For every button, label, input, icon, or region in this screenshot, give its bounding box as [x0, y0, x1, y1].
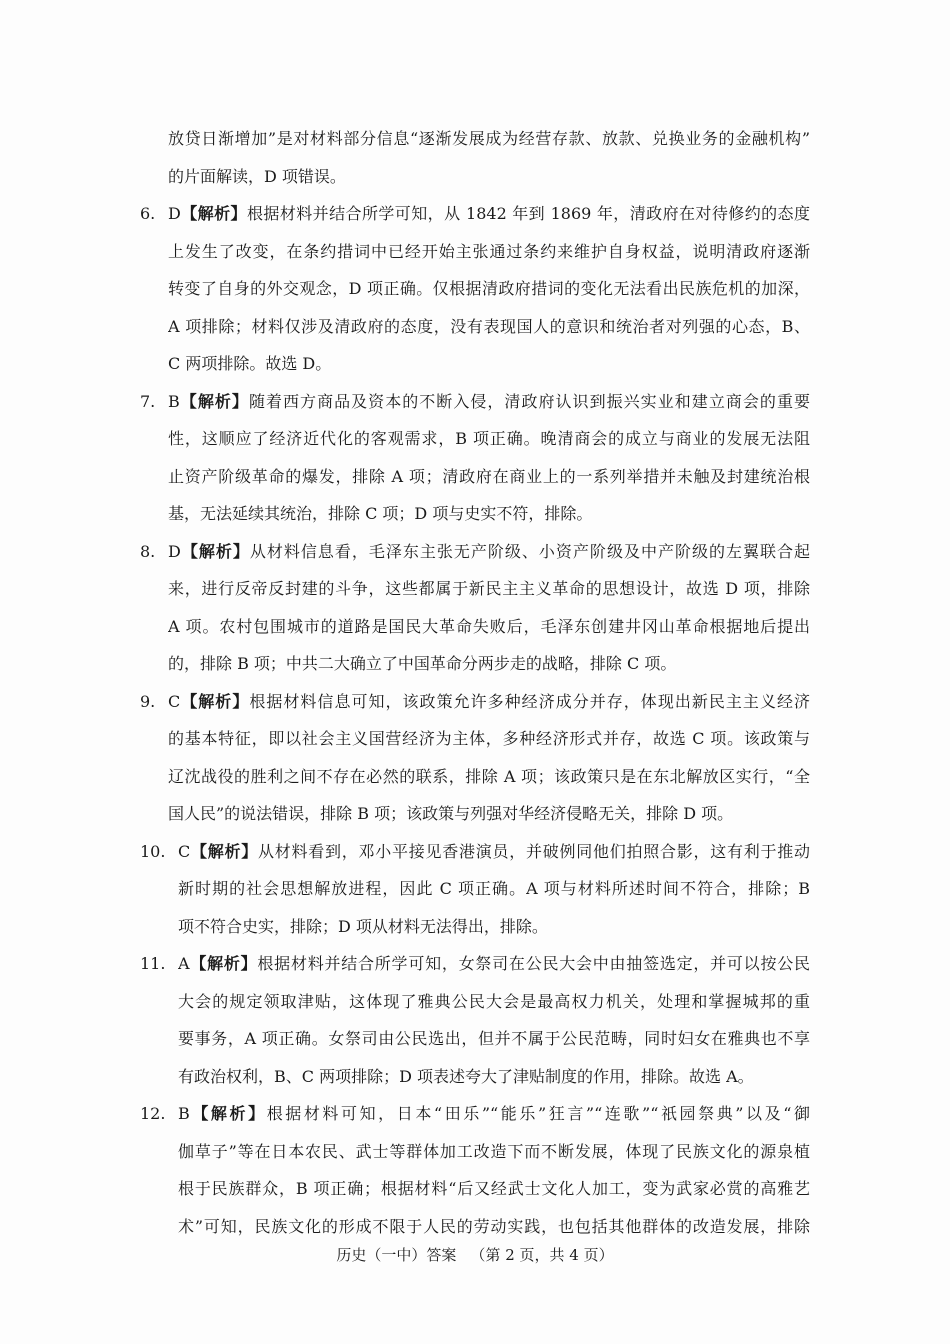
text-first: 从材料信息看，毛泽东主张无产阶级、小资产阶级及中产阶级的左翼联合起: [249, 541, 810, 561]
text-line: 转变了自身的外交观念，D 项正确。仅根据清政府措词的变化无法看出民族危机的加深，: [168, 279, 810, 298]
intro-continuation: [168, 120, 810, 195]
item-number: 12.: [140, 1104, 166, 1123]
answer-item-6: [140, 195, 810, 383]
text-line: A 项排除；材料仅涉及清政府的态度，没有表现国人的意识和统治者对列强的心态，B、: [168, 316, 810, 336]
text-line: 有政治权利，B、C 两项排除；D 项表述夸大了津贴制度的作用，排除。故选 A。: [178, 1066, 754, 1086]
item-number: 7.: [140, 391, 156, 411]
text-line: 根于民族群众，B 项正确；根据材料“后又经武士文化人加工，变为武家必赏的高雅艺: [178, 1179, 810, 1198]
text-first: 根据材料可知，日本“田乐”“能乐”狂言”“连歌”“祇园祭典”以及“御: [266, 1104, 810, 1123]
answer-item-12: [140, 1095, 810, 1245]
text-line: 的基本特征，即以社会主义国营经济为主体，多种经济形式并存，故选 C 项。该政策与: [168, 729, 810, 748]
text-line: 新时期的社会思想解放进程，因此 C 项正确。A 项与材料所述时间不符合，排除；B: [178, 879, 810, 898]
text-line: [178, 1095, 810, 1133]
text-line: [178, 833, 810, 871]
answer-item-9: [140, 683, 810, 833]
answer-item-10: [140, 833, 810, 946]
analysis-tag: 【解析】: [180, 204, 247, 223]
text-line: 的片面解读，D 项错误。: [168, 166, 346, 186]
text-line: [168, 533, 810, 571]
text-line: [178, 945, 810, 983]
text-line: [168, 683, 810, 721]
text-line: 伽草子”等在日本农民、武士等群体加工改造下而不断发展，体现了民族文化的源泉植: [178, 1141, 810, 1161]
answer-letter: D: [168, 204, 181, 223]
text-line: 辽沈战役的胜利之间不存在必然的联系，排除 A 项；该政策只是在东北解放区实行，“全: [168, 766, 810, 786]
text-first: 随着西方商品及资本的不断入侵，清政府认识到振兴实业和建立商会的重要: [248, 391, 810, 411]
answer-item-8: [140, 533, 810, 683]
item-number: 6.: [140, 204, 156, 223]
answer-item-7: [140, 383, 810, 533]
footer-page-number: （第 2 页，共 4 页）: [470, 1246, 614, 1264]
text-first: 根据材料信息可知，该政策允许多种经济成分并存，体现出新民主主义经济: [249, 691, 810, 711]
text-line: 止资产阶级革命的爆发，排除 A 项；清政府在商业上的一系列举措并未触及封建统治根: [168, 466, 810, 486]
text-line: 放贷日渐增加”是对材料部分信息“逐渐发展成为经营存款、放款、兑换业务的金融机构”: [168, 129, 810, 148]
text-line: 来，进行反帝反封建的斗争，这些都属于新民主主义革命的思想设计，故选 D 项，排除: [168, 579, 810, 598]
text-line: [168, 195, 810, 233]
text-line: 大会的规定领取津贴，这体现了雅典公民大会是最高权力机关，处理和掌握城邦的重: [178, 991, 810, 1011]
text-first: 根据材料并结合所学可知，女祭司在公民大会中由抽签选定，并可以按公民: [257, 954, 810, 973]
analysis-tag: 【解析】: [180, 541, 250, 561]
text-line: 性，这顺应了经济近代化的客观需求，B 项正确。晚清商会的成立与商业的发展无法阻: [168, 429, 810, 448]
footer-subject: 历史（一中）答案: [336, 1246, 457, 1264]
item-number: 10.: [140, 841, 166, 861]
text-line: 上发生了改变，在条约措词中已经开始主张通过条约来维护自身权益，说明清政府逐渐: [168, 241, 810, 261]
answer-letter: B: [178, 1104, 190, 1123]
analysis-tag: 【解析】: [189, 1104, 267, 1123]
text-first: 根据材料并结合所学可知，从 1842 年到 1869 年，清政府在对待修约的态度: [246, 204, 810, 223]
answer-letter: D: [168, 541, 181, 561]
item-number: 9.: [140, 691, 156, 711]
analysis-tag: 【解析】: [180, 691, 250, 711]
text-first: 从材料看到，邓小平接见香港演员，并破例同他们拍照合影，这有利于推动: [258, 841, 810, 861]
item-number: 11.: [140, 954, 166, 973]
text-line: [168, 383, 810, 421]
answer-letter: C: [168, 691, 181, 711]
answer-item-11: [140, 945, 810, 1095]
page-footer: [0, 1244, 950, 1265]
text-line: 基，无法延续其统治，排除 C 项；D 项与史实不符，排除。: [168, 504, 593, 523]
text-line: A 项。农村包围城市的道路是国民大革命失败后，毛泽东创建井冈山革命根据地后提出: [168, 616, 810, 636]
answer-content: [140, 120, 810, 1245]
text-line: 国人民”的说法错误，排除 B 项；该政策与列强对华经济侵略无关，排除 D 项。: [168, 804, 734, 823]
analysis-tag: 【解析】: [179, 391, 249, 411]
analysis-tag: 【解析】: [190, 841, 258, 861]
answer-letter: A: [178, 954, 190, 973]
item-number: 8.: [140, 541, 156, 561]
text-line: 术”可知，民族文化的形成不限于人民的劳动实践，也包括其他群体的改造发展，排除: [178, 1216, 810, 1236]
text-line: 要事务，A 项正确。女祭司由公民选出，但并不属于公民范畴，同时妇女在雅典也不享: [178, 1029, 810, 1048]
answer-letter: C: [178, 841, 191, 861]
text-line: 的，排除 B 项；中共二大确立了中国革命分两步走的战略，排除 C 项。: [168, 654, 677, 673]
text-line: C 两项排除。故选 D。: [168, 354, 332, 373]
answer-letter: B: [168, 391, 180, 411]
text-line: 项不符合史实，排除；D 项从材料无法得出，排除。: [178, 916, 548, 936]
analysis-tag: 【解析】: [189, 954, 258, 973]
